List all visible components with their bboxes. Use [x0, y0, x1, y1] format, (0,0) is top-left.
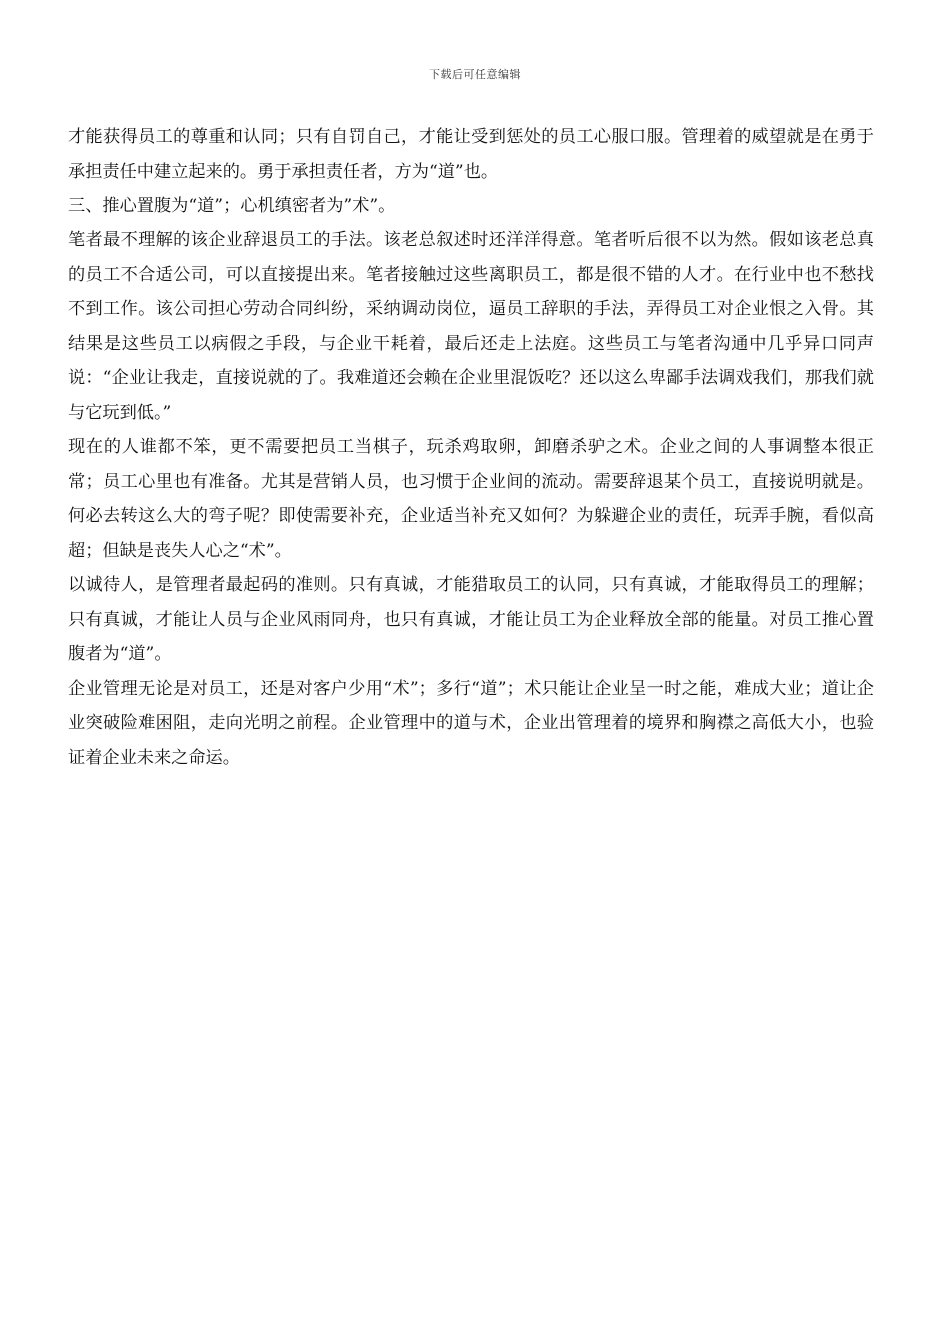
section-heading: 三、推心置腹为“道”；心机缜密者为”术”。 [68, 196, 396, 216]
paragraph-3: 现在的人谁都不笨，更不需要把员工当棋子，玩杀鸡取卵，卸磨杀驴之术。企业之间的人事调整本很正常；员工心里也有准备。尤其是营销人员，也习惯于企业间的流动。需要辞退某个员工，直接说明就是。何必去转这么大的弯子呢？即使需要补充，企业适当补充又如何？为躲避企业的责任，玩弄手腕，看似高超；但缺是丧失人心之“术”。 [68, 437, 874, 561]
paragraph-2: 笔者最不理解的该企业辞退员工的手法。该老总叙述时还洋洋得意。笔者听后很不以为然。假如该老总真的员工不合适公司，可以直接提出来。笔者接触过这些离职员工，都是很不错的人才。在行业中也不愁找不到工作。该公司担心劳动合同纠纷，采纳调动岗位，逼员工辞职的手法，弄得员工对企业恨之入骨。其结果是这些员工以病假之手段，与企业干耗着，最后还走上法庭。这些员工与笔者沟通中几乎异口同声说：“企业让我走，直接说就的了。我难道还会赖在企业里混饭吃？还以这么卑鄙手法调戏我们，那我们就与它玩到低。” [68, 230, 874, 423]
paragraph-1: 才能获得员工的尊重和认同；只有自罚自己，才能让受到惩处的员工心服口服。管理着的威望就是在勇于承担责任中建立起来的。勇于承担责任者，方为“道”也。 [68, 127, 874, 182]
paragraph-4: 以诚待人，是管理者最起码的准则。只有真诚，才能猎取员工的认同，只有真诚，才能取得员工的理解；只有真诚，才能让人员与企业风雨同舟，也只有真诚，才能让员工为企业释放全部的能量。对员工推心置腹者为“道”。 [68, 575, 874, 664]
document-body [68, 120, 874, 775]
paragraph-5: 企业管理无论是对员工，还是对客户少用“术”；多行“道”；术只能让企业呈一时之能，难成大业；道让企业突破险难困阻，走向光明之前程。企业管理中的道与术，企业出管理着的境界和胸襟之高低大小，也验证着企业未来之命运。 [68, 678, 874, 768]
page-header: 下载后可任意编辑 [429, 68, 521, 81]
